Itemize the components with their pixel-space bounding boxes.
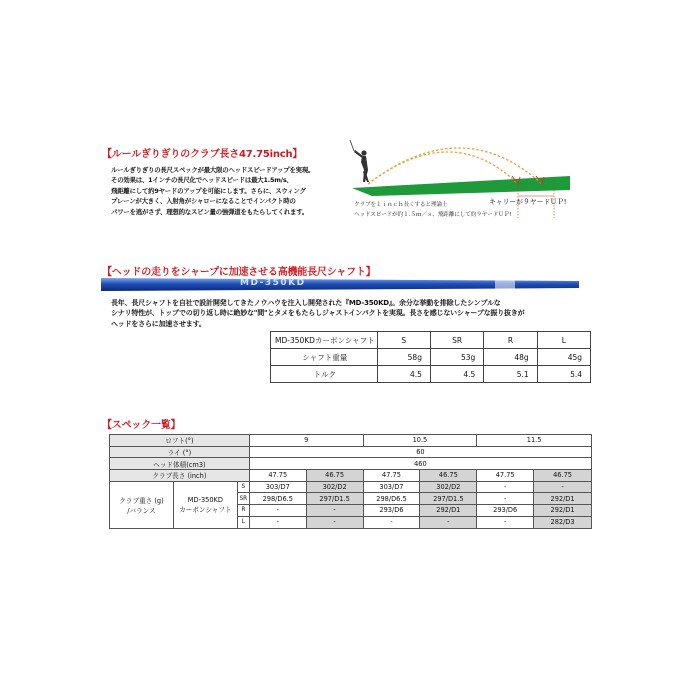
description-line: シナリ特性が、トップでの切り返し時に絶妙な"間"とタメをもたらしジャストインパクトを実現。長さを感じないシャープな振り抜きが bbox=[111, 309, 525, 318]
description-line: ヘッドをさらに加速させます。 bbox=[111, 319, 206, 328]
table-cell: 9 bbox=[249, 435, 363, 447]
table-cell: 293/D6 bbox=[363, 505, 420, 517]
flex-label: S bbox=[237, 481, 249, 493]
table-cell: 10.5 bbox=[363, 435, 477, 447]
table-row bbox=[110, 458, 592, 470]
description-line: 飛距離にして約9ヤードのアップを可能にします。さらに、スウィング bbox=[111, 186, 306, 195]
table-cell: 303/D7 bbox=[249, 481, 306, 493]
description-line: 長年、長尺シャフトを自社で設計開発してきたノウハウを注入し開発された『MD-350KD』。余分な挙動を排除したシンプルな bbox=[111, 299, 501, 307]
table-cell: 302/D2 bbox=[306, 481, 363, 493]
flex-label: L bbox=[237, 516, 249, 528]
flex-label: R bbox=[237, 505, 249, 517]
spec-table bbox=[109, 434, 592, 529]
shaft-spec-table bbox=[270, 331, 591, 383]
table-cell: 302/D2 bbox=[420, 481, 477, 493]
shaft-label-line: カーボンシャフト bbox=[179, 505, 232, 514]
shaft-label-line: MD-350KD bbox=[187, 495, 223, 504]
shaft-name-cell bbox=[173, 481, 237, 528]
carry-distance-diagram bbox=[342, 132, 592, 234]
table-row bbox=[110, 470, 592, 482]
table-row bbox=[271, 332, 591, 349]
description-line: パワーを逃がさず、理想的なスピン量の強弾道をもたらしてくれます。 bbox=[111, 207, 309, 216]
golfer-figure bbox=[350, 140, 369, 182]
table-cell: 60 bbox=[249, 446, 591, 458]
table-cell: - bbox=[306, 505, 363, 517]
table-cell: - bbox=[477, 481, 534, 493]
table-cell: 298/D6.5 bbox=[249, 493, 306, 505]
table-cell: 47.75 bbox=[249, 470, 306, 482]
table-cell: 292/D1 bbox=[420, 505, 477, 517]
table-cell: 460 bbox=[249, 458, 591, 470]
table-cell: 47.75 bbox=[363, 470, 420, 482]
trajectory-long bbox=[368, 148, 542, 184]
table-cell: 282/D3 bbox=[534, 516, 592, 528]
row-label-loft: ロフト(°) bbox=[110, 435, 250, 447]
table-cell: 292/D1 bbox=[534, 505, 592, 517]
table-cell: 46.75 bbox=[420, 470, 477, 482]
table-row-label: トルク bbox=[271, 366, 378, 383]
table-row bbox=[110, 481, 592, 493]
table-row bbox=[271, 366, 591, 383]
description-line: その効果は、1インチの長尺化でヘッドスピードは最大1.5m/s、 bbox=[111, 176, 293, 185]
table-cell: 53g bbox=[430, 349, 483, 366]
table-cell: 11.5 bbox=[477, 435, 592, 447]
table-cell: 58g bbox=[377, 349, 430, 366]
row-label-weight bbox=[110, 481, 174, 528]
shaft-description bbox=[111, 298, 591, 329]
table-header-cell: S bbox=[377, 332, 430, 349]
table-cell: 46.75 bbox=[306, 470, 363, 482]
row-label-volume: ヘッド体積(cm3) bbox=[110, 458, 250, 470]
table-cell: 5.1 bbox=[484, 366, 537, 383]
table-cell: 298/D6.5 bbox=[363, 493, 420, 505]
table-header-cell: SR bbox=[430, 332, 483, 349]
table-header-cell: R bbox=[484, 332, 537, 349]
table-cell: 297/D1.5 bbox=[306, 493, 363, 505]
table-cell: 5.4 bbox=[537, 366, 590, 383]
carry-label: キャリーが９ヤードＵＰ! bbox=[489, 198, 567, 206]
section-title-shaft: 【ヘッドの走りをシャープに加速させる高機能長尺シャフト】 bbox=[102, 267, 376, 278]
table-cell: 48g bbox=[484, 349, 537, 366]
table-header-cell: L bbox=[537, 332, 590, 349]
row-label-lie: ライ (°) bbox=[110, 446, 250, 458]
table-cell: 45g bbox=[537, 349, 590, 366]
table-cell: 293/D6 bbox=[477, 505, 534, 517]
table-cell: - bbox=[420, 516, 477, 528]
table-cell: - bbox=[363, 516, 420, 528]
section-title-spec: 【スペック一覧】 bbox=[102, 420, 181, 431]
table-cell: 292/D1 bbox=[534, 493, 592, 505]
table-cell: 4.5 bbox=[430, 366, 483, 383]
table-cell: - bbox=[249, 516, 306, 528]
fairway bbox=[352, 176, 570, 196]
weight-label-line: クラブ重さ (g) bbox=[119, 496, 164, 505]
table-header-cell: MD-350KDカーボンシャフト bbox=[271, 332, 378, 349]
table-cell: - bbox=[534, 481, 592, 493]
description-line: プレーンが大きく、入射角がシャローになることでインパクト時の bbox=[111, 197, 296, 206]
table-cell: 297/D1.5 bbox=[420, 493, 477, 505]
table-row bbox=[110, 446, 592, 458]
table-cell: - bbox=[477, 516, 534, 528]
row-label-length: クラブ長さ (inch) bbox=[110, 470, 250, 482]
diagram-caption: クラブを１ｉｎｃｈ長くすると理論上 bbox=[354, 202, 448, 208]
flex-label: SR bbox=[237, 493, 249, 505]
table-cell: - bbox=[306, 516, 363, 528]
description-line: ルールぎりぎりの長尺スペックが最大限のヘッドスピードアップを実現。 bbox=[111, 166, 315, 174]
diagram-caption: ヘッドスピードが約１.５ｍ／ｓ、飛距離にして約９ヤードＵＰ! bbox=[354, 212, 512, 218]
section-title-club-length: 【ルールぎりぎりのクラブ長さ47.75inch】 bbox=[102, 149, 303, 160]
shaft-image bbox=[95, 275, 581, 293]
table-cell: 303/D7 bbox=[363, 481, 420, 493]
table-cell: - bbox=[249, 505, 306, 517]
table-row-label: シャフト重量 bbox=[271, 349, 378, 366]
table-row bbox=[110, 435, 592, 447]
weight-label-line: /バランス bbox=[127, 506, 156, 515]
table-row bbox=[271, 349, 591, 366]
table-cell: 47.75 bbox=[477, 470, 534, 482]
table-cell: - bbox=[477, 493, 534, 505]
table-cell: 4.5 bbox=[377, 366, 430, 383]
club-length-description bbox=[111, 165, 351, 217]
table-cell: 46.75 bbox=[534, 470, 592, 482]
shaft-logo: MD-350KD bbox=[240, 278, 306, 288]
